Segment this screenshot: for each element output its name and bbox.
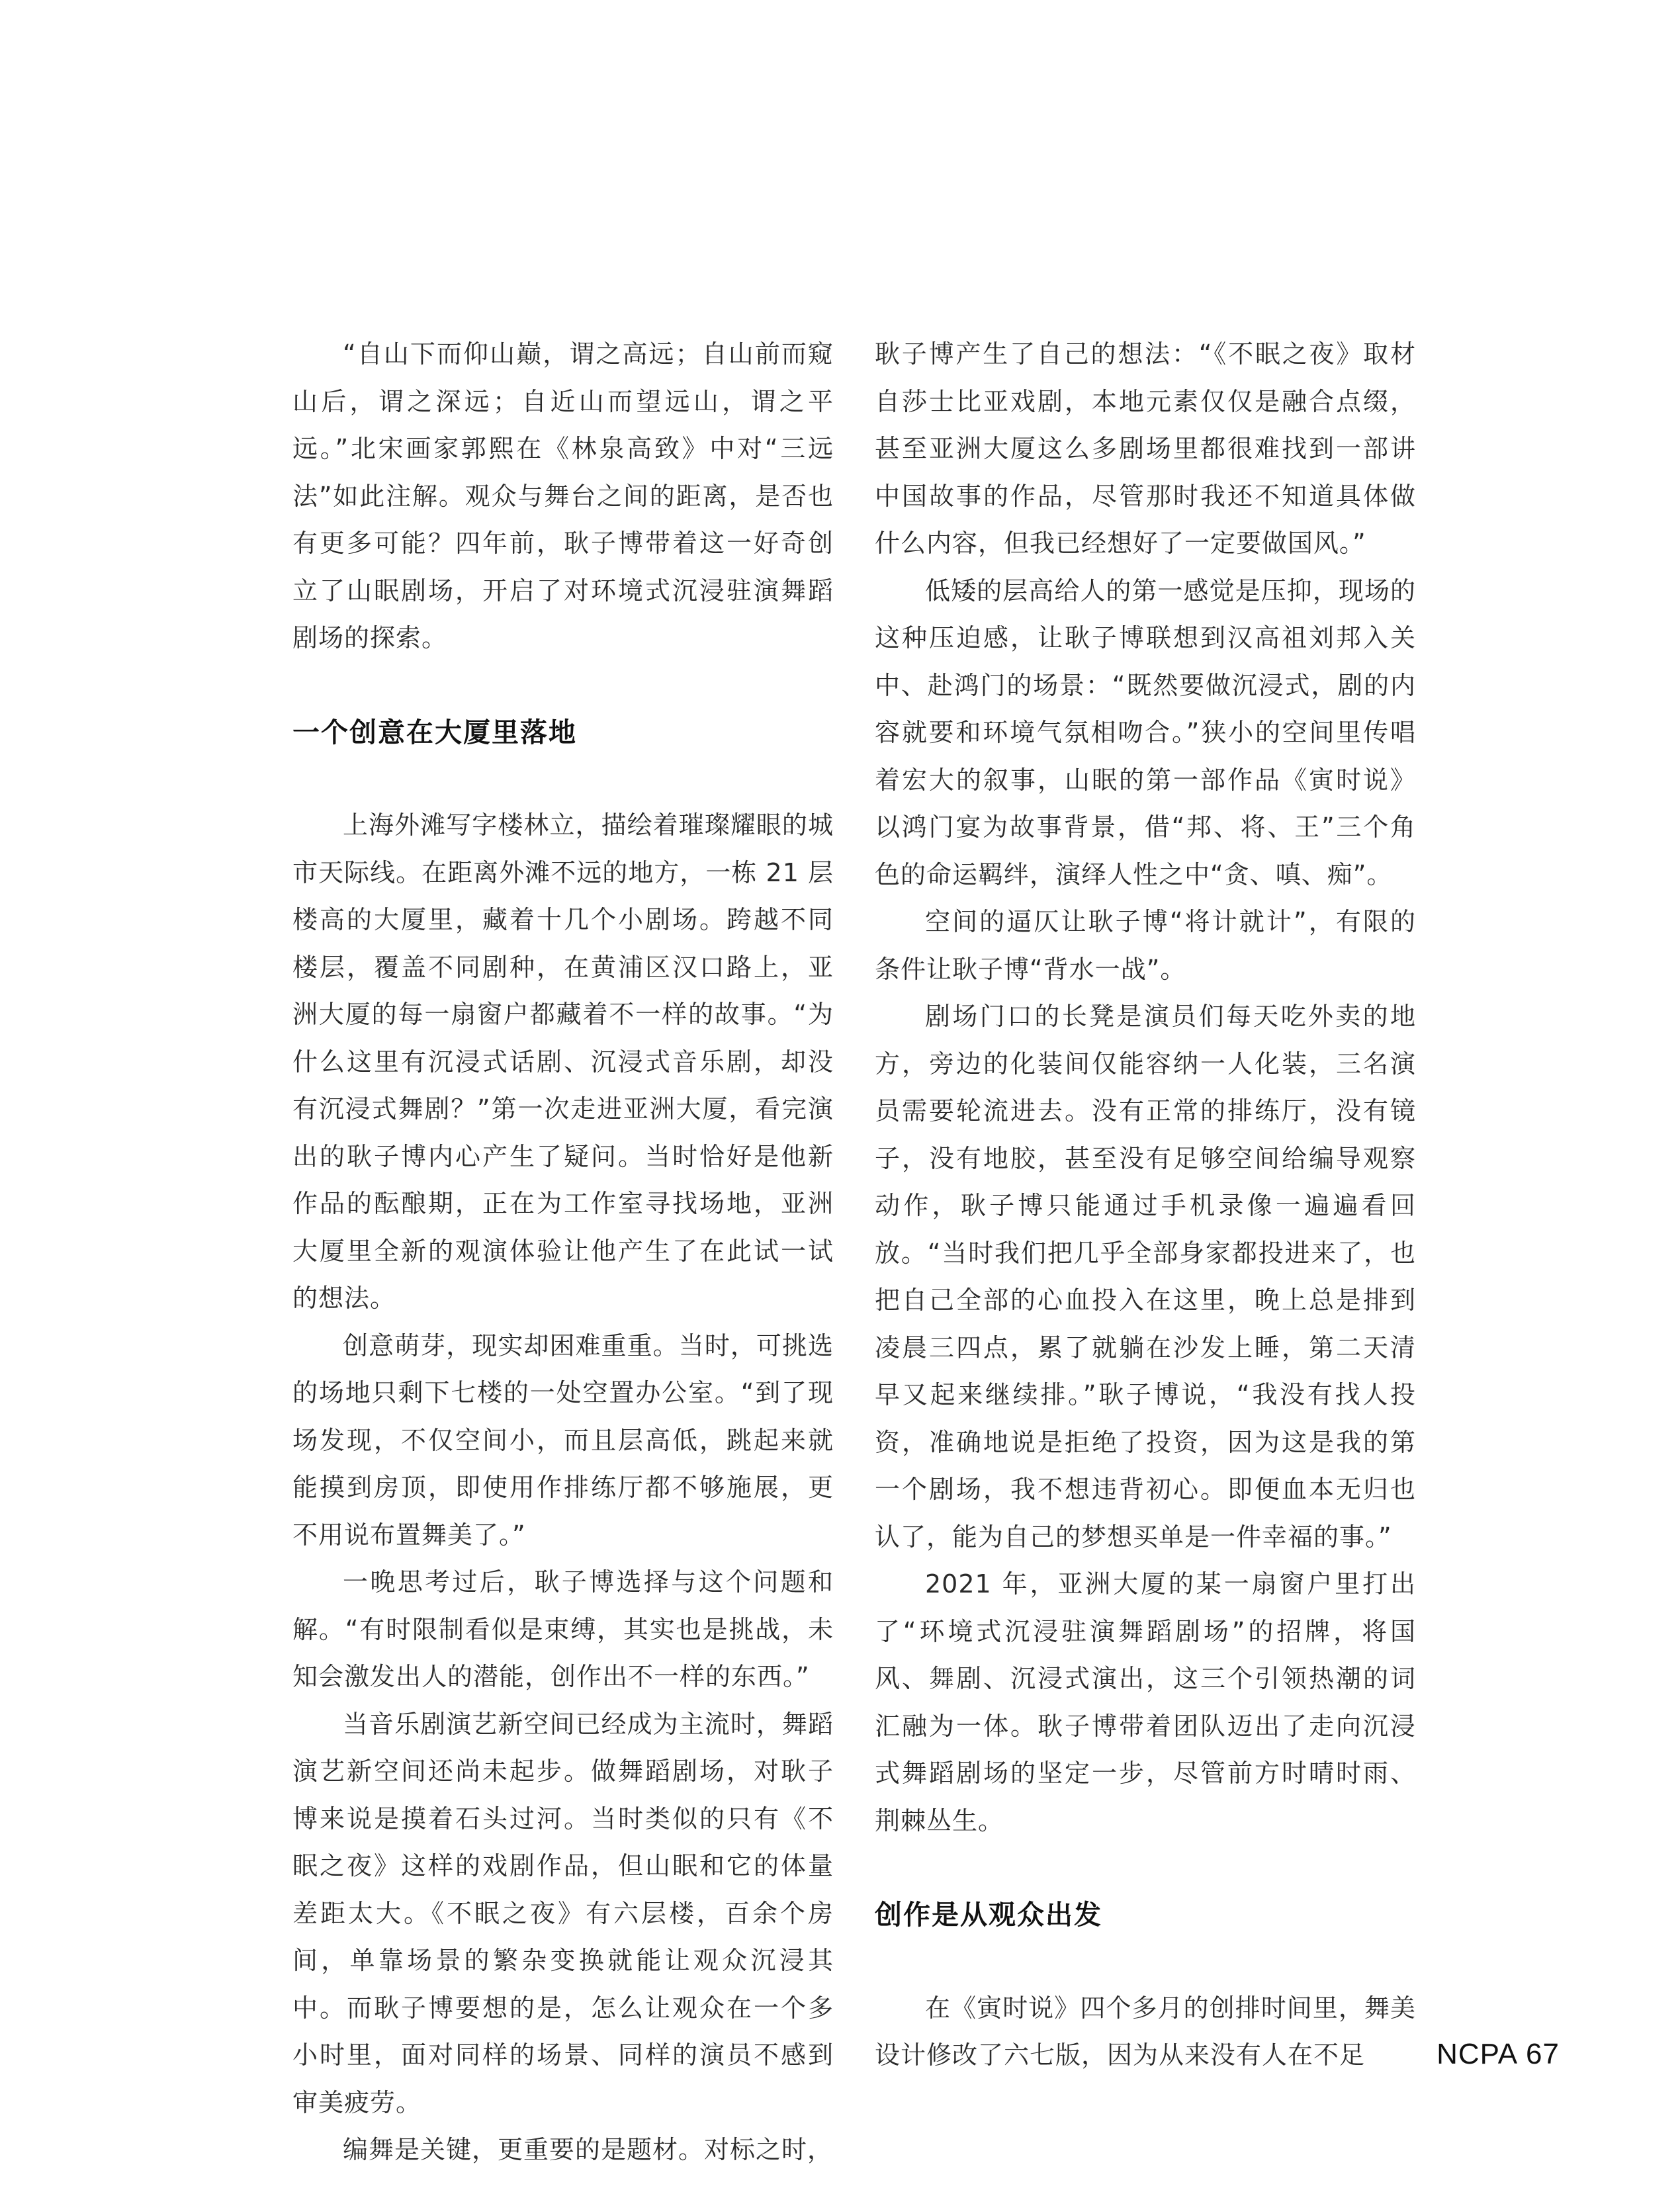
body-paragraph: 剧场门口的长凳是演员们每天吃外卖的地方，旁边的化装间仅能容纳一人化装，三名演员需要轮流进去。没有正常的排练厅，没有镜子，没有地胶，甚至没有足够空间给编导观察动作，耿子博只能通过手机录像一遍遍看回放。“当时我们把几乎全部身家都投进来了，也把自己全部的心血投入在这里，晚上总是排到凌晨三四点，累了就躺在沙发上睡，第二天清早又起来继续排。”耿子博说，“我没有找人投资，准确地说是拒绝了投资，因为这是我的第一个剧场，我不想违背初心。即便血本无归也认了，能为自己的梦想买单是一件幸福的事。” [875, 1002, 1416, 1552]
body-paragraph: 当音乐剧演艺新空间已经成为主流时，舞蹈演艺新空间还尚未起步。做舞蹈剧场，对耿子博来说是摸着石头过河。当时类似的只有《不眠之夜》这样的戏剧作品，但山眠和它的体量差距太大。《不眠之夜》有六层楼，百余个房间，单靠场景的繁杂变换就能让观众沉浸其中。而耿子博要想的是，怎么让观众在一个多小时里，面对同样的场景、同样的演员不感到审美疲劳。 [292, 1709, 834, 2117]
section-heading: 创作是从观众出发 [875, 1899, 1102, 1931]
page-number: 67 [1526, 2038, 1560, 2070]
body-paragraph: 上海外滩写字楼林立，描绘着璀璨耀眼的城市天际线。在距离外滩不远的地方，一栋 21 层楼高的大厦里，藏着十几个小剧场。跨越不同楼层，覆盖不同剧种，在黄浦区汉口路上，亚洲大厦的每一扇窗户都藏着不一样的故事。“为什么这里有沉浸式话剧、沉浸式音乐剧，却没有沉浸式舞剧？”第一次走进亚洲大厦，看完演出的耿子博内心产生了疑问。当时恰好是他新作品的酝酿期，正在为工作室寻找场地，亚洲大厦里全新的观演体验让他产生了在此试一试的想法。 [292, 810, 834, 1313]
page-folio [1437, 2038, 1560, 2071]
magazine-name: NCPA [1437, 2038, 1519, 2070]
section-heading: 一个创意在大厦里落地 [292, 716, 577, 748]
right-column [875, 331, 1416, 2079]
body-paragraph: 一晚思考过后，耿子博选择与这个问题和解。“有时限制看似是束缚，其实也是挑战，未知会激发出人的潜能，创作出不一样的东西。” [292, 1567, 834, 1691]
body-paragraph: 低矮的层高给人的第一感觉是压抑，现场的这种压迫感，让耿子博联想到汉高祖刘邦入关中、赴鸿门的场景：“既然要做沉浸式，剧的内容就要和环境气氛相吻合。”狭小的空间里传唱着宏大的叙事，山眠的第一部作品《寅时说》以鸿门宴为故事背景，借“邦、将、王”三个角色的命运羁绊，演绎人性之中“贪、嗔、痴”。 [875, 576, 1416, 889]
body-paragraph: 空间的逼仄让耿子博“将计就计”，有限的条件让耿子博“背水一战”。 [875, 907, 1416, 984]
left-column [292, 331, 834, 2174]
body-paragraph: 在《寅时说》四个多月的创排时间里，舞美设计修改了六七版，因为从来没有人在不足 [875, 1993, 1416, 2070]
continued-paragraph: 耿子博产生了自己的想法：“《不眠之夜》取材自莎士比亚戏剧，本地元素仅仅是融合点缀，甚至亚洲大厦这么多剧场里都很难找到一部讲中国故事的作品，尽管那时我还不知道具体做什么内容，但我已经想好了一定要做国风。” [875, 339, 1416, 558]
body-paragraph: 编舞是关键，更重要的是题材。对标之时， [343, 2135, 834, 2164]
body-paragraph: 创意萌芽，现实却困难重重。当时，可挑选的场地只剩下七楼的一处空置办公室。“到了现场发现，不仅空间小，而且层高低，跳起来就能摸到房顶，即使用作排练厅都不够施展，更不用说布置舞美了。” [292, 1331, 834, 1550]
body-paragraph: 2021 年，亚洲大厦的某一扇窗户里打出了“环境式沉浸驻演舞蹈剧场”的招牌，将国风、舞剧、沉浸式演出，这三个引领热潮的词汇融为一体。耿子博带着团队迈出了走向沉浸式舞蹈剧场的坚定一步，尽管前方时晴时雨、荆棘丛生。 [875, 1569, 1416, 1835]
intro-paragraph: “自山下而仰山巅，谓之高远；自山前而窥山后，谓之深远；自近山而望远山，谓之平远。”北宋画家郭熙在《林泉高致》中对“三远法”如此注解。观众与舞台之间的距离，是否也有更多可能？四年前，耿子博带着这一好奇创立了山眠剧场，开启了对环境式沉浸驻演舞蹈剧场的探索。 [292, 339, 834, 652]
